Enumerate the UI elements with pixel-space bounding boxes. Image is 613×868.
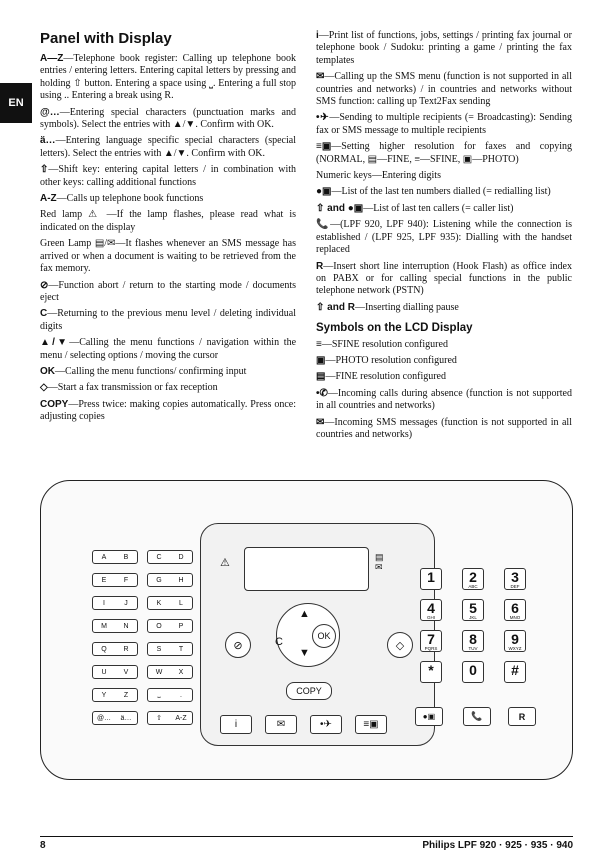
letter-key[interactable]: [92, 573, 138, 587]
key-text: Numeric keys—Entering digits: [316, 170, 441, 182]
key-text: —PHOTO resolution configured: [325, 354, 457, 366]
key-symbol: ▤: [316, 371, 326, 383]
key-text: —Press twice: making copies automatically. Press once: adjusting copies: [40, 398, 296, 423]
right-column: [316, 30, 572, 445]
key-description: [40, 53, 296, 103]
key-description: [316, 417, 572, 442]
letter-key-label: E: [101, 576, 107, 584]
numeric-key[interactable]: [420, 599, 442, 621]
letters-label: JKL: [469, 615, 477, 620]
key-text: —Calls up telephone book functions: [56, 193, 204, 205]
letter-key[interactable]: [147, 688, 193, 702]
key-description: [40, 238, 296, 275]
key-symbol: •✆: [316, 387, 328, 399]
key-text: —List of last ten callers (= caller list): [363, 202, 514, 214]
key-symbol: A-Z: [40, 193, 57, 205]
footer-rule: [40, 836, 573, 837]
message-lamp-icon: ▤ ✉: [375, 552, 384, 572]
start-button[interactable]: ◇: [387, 632, 413, 658]
key-symbol: ▲/▼: [40, 337, 70, 349]
numeric-key[interactable]: [462, 630, 484, 652]
digit-label: 7: [427, 631, 435, 647]
key-symbol: ⊘: [40, 279, 49, 291]
key-text: —Calling the menu functions / navigation within the menu / selecting options / moving the cursor: [40, 337, 297, 361]
letter-key-label: B: [123, 553, 129, 561]
lcd-heading: Symbols on the LCD Display: [316, 322, 473, 335]
key-symbol: ✉: [316, 71, 325, 83]
key-description: [40, 135, 296, 160]
key-text: —Print list of functions, jobs, settings / printing fax journal or telephone book / Sudoku: printing a game / printing the fax templates: [316, 30, 572, 66]
letter-key-label: F: [123, 576, 129, 584]
key-text: —Entering language specific special characters (special letters). Select the entries with ▲/▼. Confirm with OK.: [40, 135, 296, 159]
letter-key-label: N: [123, 622, 129, 630]
key-description: [40, 107, 296, 132]
letter-key-label: J: [124, 599, 128, 607]
key-symbol: @…: [40, 106, 60, 118]
key-symbol: ✉: [316, 416, 325, 428]
numeric-key[interactable]: [462, 568, 484, 590]
letter-key[interactable]: [147, 665, 193, 679]
key-text: Green Lamp ▤/✉—It flashes whenever an SMS message has arrived or when a document is waiting to be retrieved from the fax memory.: [40, 238, 296, 275]
ok-button[interactable]: OK: [312, 624, 336, 648]
key-description: [316, 30, 572, 67]
sms-button[interactable]: ✉: [265, 715, 297, 734]
letter-key-label: G: [156, 576, 162, 584]
key-description: [316, 186, 572, 198]
letter-key[interactable]: [92, 688, 138, 702]
broadcast-button[interactable]: •✈: [310, 715, 342, 734]
key-text: —FINE resolution configured: [325, 371, 446, 383]
copy-button[interactable]: COPY: [286, 682, 332, 700]
key-text: —Calling the menu functions/ confirming input: [55, 365, 247, 377]
key-text: —Entering special characters (punctuation marks and symbols). Select the entries with ▲/▼. Confirm with OK.: [40, 106, 296, 131]
warning-lamp-icon: ⚠: [220, 557, 230, 569]
key-text: —Incoming calls during absence (function is not supported in all countries and networks): [316, 387, 572, 412]
key-description: [40, 164, 296, 189]
digit-label: 3: [511, 569, 519, 585]
digit-label: *: [428, 662, 434, 678]
numeric-key[interactable]: [504, 661, 526, 683]
letter-key-label: U: [101, 668, 107, 676]
key-symbol: ●▣: [316, 186, 332, 198]
key-description: [316, 371, 572, 383]
letter-key-label: R: [123, 645, 129, 653]
right-key-descriptions: [316, 30, 572, 314]
key-description: [316, 219, 572, 256]
digit-label: 9: [511, 631, 519, 647]
key-text: —Calling up the SMS menu (function is not supported in all countries and networks) / in countries and networks without SMS function: calling up Text2Fax sending: [316, 71, 572, 108]
letters-label: MNO: [509, 615, 521, 620]
key-symbol: 📞: [316, 219, 331, 231]
digit-label: 2: [469, 569, 477, 585]
letter-key-label: Z: [123, 691, 129, 699]
numeric-key[interactable]: [462, 661, 484, 683]
letter-key-label: A-Z: [175, 714, 187, 722]
letter-key[interactable]: [147, 642, 193, 656]
page-title: Panel with Display: [40, 30, 172, 47]
letter-key-label: ⇧: [156, 715, 162, 722]
letter-key-label: V: [123, 668, 129, 676]
key-description: [40, 337, 296, 362]
key-description: [316, 388, 572, 413]
key-description: [40, 382, 296, 394]
key-text: —SFINE resolution configured: [321, 338, 448, 350]
letter-key[interactable]: [147, 573, 193, 587]
letter-key[interactable]: [147, 596, 193, 610]
key-symbol: ä…: [40, 135, 56, 147]
key-symbol: •✈: [316, 112, 330, 124]
left-column: [40, 30, 296, 428]
key-text: —Sending to multiple recipients (= Broadcasting): Sending fax or SMS message to multiple recipients: [316, 112, 572, 136]
letters-label: DEF: [510, 584, 520, 589]
key-text: —Function abort / return to the starting mode / documents eject: [40, 279, 296, 303]
handset-button[interactable]: 📞: [463, 707, 491, 726]
key-symbol: ▣: [316, 354, 326, 366]
numeric-key[interactable]: [462, 599, 484, 621]
key-symbol: C: [40, 308, 48, 320]
key-text: —List of the last ten numbers dialled (= redialling list): [331, 186, 551, 198]
key-symbol: ⇧: [40, 164, 49, 176]
letter-key[interactable]: [92, 642, 138, 656]
key-description: [316, 170, 572, 182]
letter-key[interactable]: [147, 550, 193, 564]
letter-key-label: I: [103, 599, 105, 607]
key-description: [316, 112, 572, 137]
key-symbol: ≡: [316, 338, 322, 350]
key-text: Red lamp ⚠ —If the lamp flashes, please read what is indicated on the display: [40, 209, 296, 233]
letter-key-label: S: [156, 645, 162, 653]
letters-label: PQRS: [424, 646, 438, 651]
key-symbol: ≡▣: [316, 141, 332, 153]
down-arrow-button[interactable]: ▼: [299, 647, 310, 659]
letter-key-label: C: [156, 553, 162, 561]
digit-label: 8: [469, 631, 477, 647]
key-symbol: COPY: [40, 398, 69, 410]
key-description: [316, 339, 572, 351]
digit-label: 1: [427, 569, 435, 585]
key-symbol: A—Z: [40, 53, 64, 64]
letter-key[interactable]: [92, 665, 138, 679]
c-button[interactable]: C: [275, 636, 283, 648]
key-description: [316, 71, 572, 108]
letter-key[interactable]: [147, 619, 193, 633]
key-symbol: ◇: [40, 382, 48, 394]
digit-label: 5: [469, 600, 477, 616]
key-symbol: ⇧ and ●▣: [316, 202, 364, 214]
up-arrow-button[interactable]: ▲: [299, 608, 310, 620]
key-description: [40, 280, 296, 305]
numeric-key[interactable]: [504, 599, 526, 621]
digit-label: 0: [469, 662, 477, 678]
letter-key-label: H: [178, 576, 184, 584]
letters-label: GHI: [426, 615, 435, 620]
key-text: —Start a fax transmission or fax reception: [47, 382, 218, 394]
stop-button[interactable]: ⊘: [225, 632, 251, 658]
key-symbol: i: [316, 30, 319, 41]
letter-key-label: .: [180, 691, 182, 699]
digit-label: 4: [427, 600, 435, 616]
key-description: [40, 366, 296, 378]
fax-panel-illustration: [40, 480, 573, 780]
key-text: —Incoming SMS messages (function is not supported in all countries and networks): [316, 416, 572, 440]
left-key-descriptions: [40, 53, 296, 424]
letter-key-label: W: [155, 668, 163, 676]
page-number: 8: [40, 840, 46, 851]
letter-key-label: ä…: [120, 714, 132, 722]
redial-button[interactable]: ●▣: [415, 707, 443, 726]
resolution-button[interactable]: ≡▣: [355, 715, 387, 734]
digit-label: #: [511, 662, 519, 678]
key-text: —Returning to the previous menu level / deleting individual digits: [40, 308, 296, 332]
lcd-symbols-list: [316, 339, 572, 442]
letter-key-label: Q: [101, 645, 107, 653]
key-text: —(LPF 920, LPF 940): Listening while the connection is established / (LPF 925, LPF 935): Dialling with the handset replaced: [316, 219, 573, 256]
letter-key-label: K: [156, 599, 162, 607]
letter-key-label: Y: [101, 691, 107, 699]
letter-key-label: P: [178, 622, 184, 630]
numeric-key[interactable]: [420, 568, 442, 590]
key-symbol: ⇧ and R: [316, 301, 355, 313]
letter-key-label: L: [179, 599, 183, 607]
numeric-key[interactable]: [420, 630, 442, 652]
key-text: —Shift key: entering capital letters / in combination with other keys: calling additional functions: [40, 164, 296, 188]
info-button[interactable]: i: [220, 715, 252, 734]
digit-label: 6: [511, 600, 519, 616]
letter-key-label: M: [101, 622, 107, 630]
key-description: [316, 261, 572, 298]
key-description: [40, 308, 296, 333]
numeric-key[interactable]: [420, 661, 442, 683]
r-button[interactable]: R: [508, 707, 536, 726]
key-text: —Inserting dialling pause: [354, 301, 459, 313]
letter-key-label: X: [178, 668, 184, 676]
key-description: [316, 355, 572, 367]
letter-key-label: A: [101, 553, 107, 561]
numeric-key[interactable]: [504, 630, 526, 652]
key-symbol: OK: [40, 365, 55, 377]
key-description: [316, 302, 572, 314]
letter-key[interactable]: [92, 596, 138, 610]
letter-key-label: T: [178, 645, 184, 653]
letter-key-label: O: [156, 622, 162, 630]
letters-label: ABC: [468, 584, 478, 589]
key-description: [40, 209, 296, 234]
language-tab: EN: [0, 83, 32, 123]
lcd-display: [244, 547, 369, 591]
letters-label: WXYZ: [508, 646, 522, 651]
letter-key-label: D: [178, 553, 184, 561]
letter-key[interactable]: [147, 711, 193, 725]
key-description: [40, 399, 296, 424]
key-description: [40, 193, 296, 205]
letter-key[interactable]: [92, 619, 138, 633]
letter-key[interactable]: [92, 550, 138, 564]
key-text: —Telephone book register: Calling up telephone book entries / entering letters. Entering capital letters by pressing and holding ⇧ button. Entering a space using ⎵. Entering a full stop using .. Entering a break using R.: [40, 53, 296, 102]
letter-key-label: @…: [96, 714, 112, 722]
key-symbol: R: [316, 260, 324, 272]
key-description: [316, 141, 572, 166]
letters-label: TUV: [468, 646, 478, 651]
key-description: [316, 203, 572, 215]
numeric-key[interactable]: [504, 568, 526, 590]
letter-key[interactable]: [92, 711, 138, 725]
key-text: —Setting higher resolution for faxes and copying (NORMAL, ▤—FINE, ≡—SFINE, ▣—PHOTO): [316, 141, 572, 165]
key-text: —Insert short line interruption (Hook Flash) as office index on PABX or for calling special functions in the public telephone network (PSTN): [316, 260, 572, 297]
letter-key-label: ⎵: [157, 691, 161, 698]
footer-title: Philips LPF 920 · 925 · 935 · 940: [422, 840, 573, 851]
